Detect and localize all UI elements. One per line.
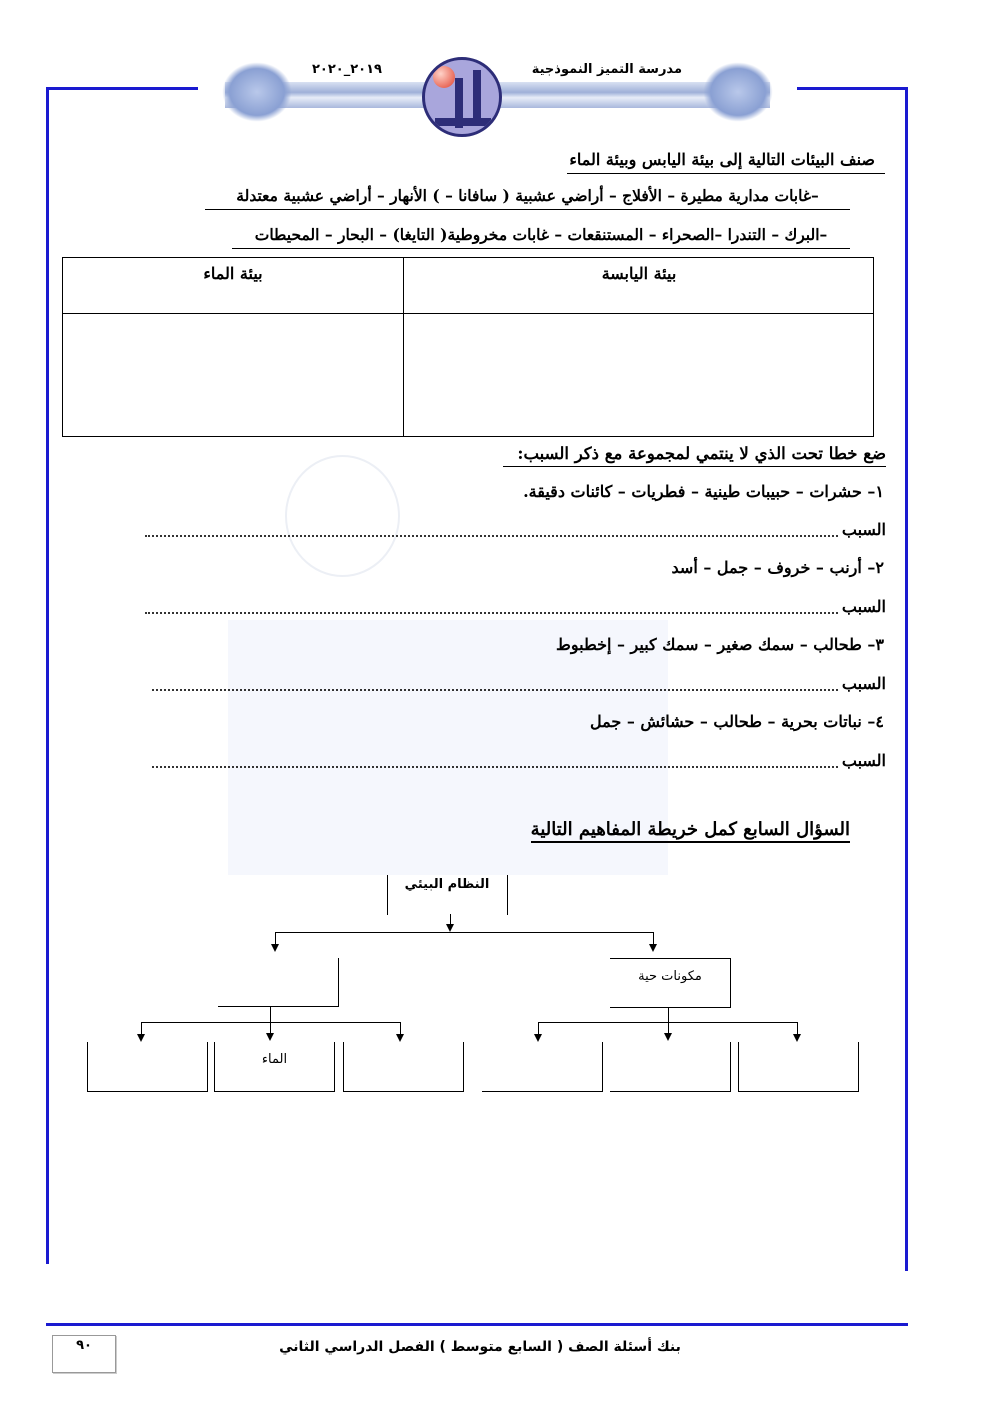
header-water: بيئة الماء xyxy=(203,264,263,283)
classification-table xyxy=(62,257,874,437)
reason-label: السبب xyxy=(841,751,886,770)
flower-right-icon xyxy=(703,62,773,122)
footer-text: بنك أسئلة الصف ( السابع متوسط ) الفصل الدراسي الثاني xyxy=(279,1339,681,1355)
nonliving-node-blank[interactable] xyxy=(218,958,339,1007)
concept-box-blank[interactable] xyxy=(610,1042,731,1092)
school-year: ٢٠١٩_٢٠٢٠ xyxy=(312,62,382,77)
reason-label: السبب xyxy=(841,674,886,693)
reason-answer-line[interactable] xyxy=(152,689,838,691)
concept-box-blank[interactable] xyxy=(343,1042,464,1092)
root-node: النظام البيئي xyxy=(404,877,490,892)
q2-item-4: ٤– نباتات بحرية – طحالب – حشائش – جمل xyxy=(589,712,884,731)
footer-rule xyxy=(46,1323,908,1326)
q1-line1: –غابات مدارية مطيرة – الأفلاج – أراضي عشبية ( سافانا – ) الأنهار – أراضي عشبية معتدلة xyxy=(205,186,850,210)
q2-title: ضع خطا تحت الذي لا ينتمي لمجموعة مع ذكر السبب: xyxy=(503,444,886,467)
watermark-circle xyxy=(285,455,400,577)
page-number: ٩٠ xyxy=(76,1338,92,1353)
q2-item-2: ٢– أرنب – خروف – جمل – أسد xyxy=(671,558,884,577)
concept-box-blank[interactable] xyxy=(482,1042,603,1092)
concept-box-water: الماء xyxy=(214,1042,335,1092)
concept-box-blank[interactable] xyxy=(87,1042,208,1092)
header-land: بيئة اليابسة xyxy=(601,264,677,283)
q3-title: السؤال السابع كمل خريطة المفاهيم التالية xyxy=(531,819,850,843)
water-answer-cell[interactable] xyxy=(63,314,403,436)
school-logo xyxy=(422,57,502,137)
reason-answer-line[interactable] xyxy=(145,612,838,614)
flower-left-icon xyxy=(222,62,292,122)
q2-item-1: ١– حشرات – حبيبات طينية – فطريات – كائنات دقيقة. xyxy=(523,482,884,501)
land-answer-cell[interactable] xyxy=(404,314,873,436)
border-left xyxy=(46,87,49,1264)
living-node: مكونات حية xyxy=(610,958,731,1008)
reason-label: السبب xyxy=(841,597,886,616)
q1-line2: –البرك – التندرا –الصحراء – المستنقعات – غابات مخروطية( التايغا) – البحار – المحيطات xyxy=(232,225,850,249)
q2-item-3: ٣– طحالب – سمك صغير – سمك كبير – إخطبوط xyxy=(556,635,884,654)
q1-title: صنف البيئات التالية إلى بيئة اليابس وبيئة الماء xyxy=(567,150,885,174)
border-right xyxy=(905,87,908,1271)
reason-label: السبب xyxy=(841,520,886,539)
school-name: مدرسة التميز النموذجية xyxy=(531,62,682,77)
reason-answer-line[interactable] xyxy=(145,535,838,537)
concept-box-blank[interactable] xyxy=(738,1042,859,1092)
border-top-left xyxy=(46,87,198,90)
page-number-box xyxy=(52,1335,116,1373)
border-top-right xyxy=(797,87,908,90)
reason-answer-line[interactable] xyxy=(152,766,838,768)
